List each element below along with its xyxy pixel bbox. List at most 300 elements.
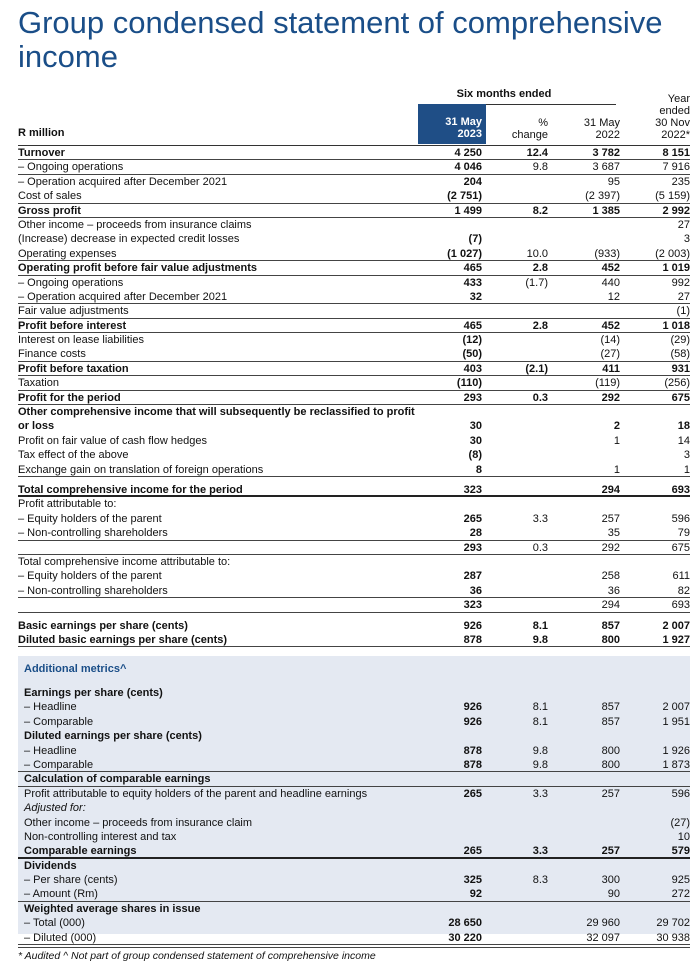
- value-year-2022: [620, 497, 690, 510]
- row-label: – Headline: [24, 744, 77, 757]
- value-31may2022: 257: [601, 512, 620, 525]
- value-year-2022: 235: [671, 175, 690, 188]
- col1-line1: 31 May: [445, 116, 482, 128]
- value-31may2022: 294: [601, 484, 620, 496]
- row-label: Diluted basic earnings per share (cents): [18, 633, 228, 646]
- value-31may2022: 1: [613, 463, 620, 476]
- value-31may2023: 433: [463, 276, 482, 289]
- value-year-2022: [620, 729, 690, 742]
- value-31may2022: 800: [601, 758, 620, 771]
- table-row: [18, 887, 690, 901]
- table-row: [18, 276, 690, 290]
- row-label: Profit attributable to equity holders of the parent and headline earnings: [24, 787, 368, 800]
- row-label: Comparable earnings: [24, 845, 137, 857]
- value-change: [486, 376, 548, 389]
- value-change: [486, 816, 548, 829]
- value-year-2022: 29 702: [656, 917, 690, 930]
- value-31may2023: 926: [463, 715, 482, 728]
- table-row: [18, 204, 690, 218]
- value-change: 0.3: [532, 391, 548, 404]
- value-31may2023: 325: [463, 874, 482, 887]
- row-label: Fair value adjustments: [18, 305, 129, 318]
- value-31may2022: (2 397): [585, 190, 620, 203]
- value-year-2022: (256): [664, 377, 690, 390]
- table-row: [18, 787, 690, 801]
- footnote: * Audited ^ Not part of group condensed statement of comprehensive income: [18, 950, 376, 962]
- value-year-2022: 2 992: [662, 204, 690, 217]
- value-31may2022: [548, 816, 620, 829]
- table-row: [18, 304, 690, 318]
- row-label: – Diluted (000): [24, 931, 97, 944]
- value-31may2023: [418, 304, 486, 317]
- additional-metrics-title: Additional metrics^: [24, 663, 127, 675]
- value-31may2023: 403: [463, 362, 482, 375]
- table-row: [18, 160, 690, 174]
- value-year-2022: (2 003): [655, 247, 690, 260]
- value-31may2022: 800: [601, 744, 620, 757]
- row-label: (Increase) decrease in expected credit losses: [18, 233, 240, 246]
- value-change: [486, 405, 548, 433]
- col3-line2: 2022: [595, 129, 620, 141]
- table-row: [18, 598, 690, 612]
- table-row: [18, 816, 690, 830]
- row-label: – Operation acquired after December 2021: [18, 175, 228, 188]
- table-row: [18, 290, 690, 304]
- value-31may2022: 440: [601, 276, 620, 289]
- value-31may2022: [548, 218, 620, 231]
- additional-metrics-table: [18, 686, 690, 945]
- row-label: Other income – proceeds from insurance claim: [24, 816, 253, 829]
- table-row: [18, 619, 690, 633]
- col2-line2: change: [511, 129, 548, 141]
- value-31may2022: [548, 801, 620, 814]
- value-31may2022: [548, 686, 620, 699]
- value-31may2023: (50): [462, 348, 482, 361]
- table-row: [18, 434, 690, 448]
- row-label: Diluted earnings per share (cents): [24, 730, 202, 743]
- value-31may2023: 30 220: [448, 931, 482, 944]
- row-label: Interest on lease liabilities: [18, 334, 144, 347]
- value-change: [486, 584, 548, 597]
- row-label: Profit on fair value of cash flow hedges: [18, 434, 207, 447]
- value-change: 10.0: [526, 247, 548, 260]
- value-change: [486, 902, 548, 915]
- value-year-2022: 18: [677, 420, 690, 433]
- row-label: – Non-controlling shareholders: [18, 584, 168, 597]
- value-year-2022: 14: [677, 434, 690, 447]
- value-change: 12.4: [526, 147, 548, 159]
- value-31may2022: 800: [601, 633, 620, 646]
- row-label: – Per share (cents): [24, 874, 118, 887]
- value-31may2022: [548, 772, 620, 785]
- value-year-2022: (1): [676, 305, 690, 318]
- value-31may2023: 4 046: [454, 161, 482, 174]
- value-change: [486, 772, 548, 785]
- row-label: Turnover: [18, 147, 65, 159]
- value-31may2023: 878: [463, 758, 482, 771]
- row-label: Operating expenses: [18, 247, 117, 260]
- table-row: [18, 526, 690, 540]
- table-row: [18, 555, 690, 569]
- value-31may2023: 465: [463, 319, 482, 332]
- value-change: [486, 290, 548, 303]
- value-change: [486, 175, 548, 188]
- value-year-2022: 925: [671, 874, 690, 887]
- table-row: [18, 931, 690, 945]
- value-31may2023: 1 499: [454, 204, 482, 217]
- value-31may2023: [418, 218, 486, 231]
- row-label: Adjusted for:: [24, 802, 86, 815]
- row-label: Basic earnings per share (cents): [18, 619, 188, 632]
- value-change: 9.8: [532, 758, 548, 771]
- col2-line1: %: [538, 117, 548, 129]
- table-row: [18, 569, 690, 583]
- value-change: (1.7): [525, 276, 548, 289]
- value-31may2022: 857: [601, 619, 620, 632]
- table-row: [18, 512, 690, 526]
- value-31may2022: (27): [600, 348, 620, 361]
- row-label: – Comparable: [24, 715, 94, 728]
- value-year-2022: 272: [671, 888, 690, 901]
- table-row: [18, 801, 690, 815]
- value-year-2022: 1 951: [662, 715, 690, 728]
- col-year-header: [620, 93, 690, 141]
- table-row: [18, 715, 690, 729]
- value-change: 8.3: [532, 874, 548, 887]
- value-year-2022: 3: [683, 449, 690, 462]
- table-row: [18, 319, 690, 333]
- value-year-2022: 10: [677, 830, 690, 843]
- value-31may2022: 35: [607, 527, 620, 540]
- value-year-2022: [620, 859, 690, 872]
- row-label: – Amount (Rm): [24, 888, 98, 901]
- row-label: Cost of sales: [18, 190, 82, 203]
- table-row: [18, 189, 690, 203]
- value-31may2023: (110): [456, 377, 482, 390]
- value-31may2023: 323: [463, 484, 482, 496]
- value-31may2022: 257: [601, 845, 620, 858]
- value-year-2022: [620, 801, 690, 814]
- value-change: 9.8: [532, 744, 548, 757]
- value-year-2022: 611: [672, 570, 690, 583]
- row-label: Other income – proceeds from insurance claims: [18, 218, 252, 231]
- row-label: Weighted average shares in issue: [24, 902, 201, 915]
- value-31may2023: [418, 801, 486, 814]
- value-31may2022: 29 960: [586, 917, 620, 930]
- six-months-header: Six months ended: [456, 88, 552, 100]
- value-year-2022: [620, 902, 690, 915]
- value-change: 3.3: [532, 787, 548, 800]
- row-label: – Operation acquired after December 2021: [18, 290, 228, 303]
- table-row: [18, 497, 690, 511]
- value-31may2023: 92: [469, 888, 482, 901]
- value-31may2023: 28: [469, 527, 482, 540]
- value-31may2023: 926: [463, 619, 482, 632]
- row-label: – Equity holders of the parent: [18, 570, 162, 583]
- value-change: [486, 830, 548, 843]
- value-change: [486, 189, 548, 202]
- value-year-2022: 596: [671, 787, 690, 800]
- value-year-2022: (5 159): [655, 190, 690, 203]
- page-title: Group condensed statement of comprehensive income: [18, 5, 663, 74]
- table-row: [18, 873, 690, 887]
- value-31may2023: 4 250: [454, 147, 482, 159]
- value-31may2023: [418, 772, 486, 785]
- row-label: Gross profit: [18, 204, 81, 217]
- table-row: [18, 232, 690, 246]
- value-change: [486, 448, 548, 461]
- value-year-2022: 2 007: [662, 619, 690, 632]
- value-31may2023: [418, 816, 486, 829]
- value-year-2022: 931: [671, 362, 690, 375]
- row-label: – Ongoing operations: [18, 276, 124, 289]
- value-31may2022: 857: [601, 701, 620, 714]
- value-change: [486, 218, 548, 231]
- value-change: [486, 686, 548, 699]
- value-31may2022: (119): [595, 377, 620, 390]
- value-31may2022: (933): [594, 247, 620, 260]
- value-31may2023: (2 751): [447, 190, 482, 203]
- value-31may2022: 258: [601, 570, 620, 583]
- table-row: [18, 729, 690, 743]
- row-label: Finance costs: [18, 348, 86, 361]
- value-31may2022: 411: [602, 362, 620, 375]
- value-31may2022: 90: [607, 888, 620, 901]
- value-31may2022: 452: [601, 319, 620, 332]
- row-label: Exchange gain on translation of foreign operations: [18, 463, 264, 476]
- value-31may2023: 28 650: [448, 917, 482, 930]
- row-label: Profit attributable to:: [18, 498, 117, 511]
- col-31may2022-header: [560, 117, 620, 141]
- row-label: Operating profit before fair value adjustments: [18, 262, 257, 275]
- row-label: [18, 598, 418, 611]
- value-year-2022: 7 916: [662, 161, 690, 174]
- value-year-2022: (27): [670, 816, 690, 829]
- value-year-2022: 675: [671, 391, 690, 404]
- row-label: Earnings per share (cents): [24, 687, 163, 699]
- value-31may2023: 293: [463, 391, 482, 404]
- value-year-2022: 1 926: [662, 744, 690, 757]
- value-31may2022: [548, 555, 620, 568]
- value-change: [486, 801, 548, 814]
- value-change: 0.3: [532, 541, 548, 554]
- table-row: [18, 333, 690, 347]
- table-row: [18, 391, 690, 405]
- col4-line2: ended: [659, 105, 690, 117]
- value-year-2022: 27: [677, 290, 690, 303]
- row-label: Profit before interest: [18, 319, 127, 332]
- value-31may2022: 452: [601, 262, 620, 275]
- value-change: 8.1: [532, 701, 548, 714]
- row-label: Total comprehensive income attributable to:: [18, 555, 231, 568]
- value-year-2022: 675: [671, 541, 690, 554]
- row-label: [18, 541, 418, 554]
- value-year-2022: 596: [671, 512, 690, 525]
- value-change: 9.8: [532, 633, 548, 646]
- value-31may2022: [548, 497, 620, 510]
- table-row: [18, 859, 690, 873]
- value-31may2023: 926: [463, 701, 482, 714]
- value-year-2022: (29): [670, 334, 690, 347]
- value-31may2022: 95: [607, 175, 620, 188]
- col4-line3: 30 Nov: [655, 117, 690, 129]
- income-table: [18, 146, 690, 647]
- value-change: [486, 555, 548, 568]
- value-31may2023: [418, 555, 486, 568]
- table-row: [18, 584, 690, 598]
- value-change: [486, 569, 548, 582]
- value-31may2023: 265: [463, 512, 482, 525]
- row-label: – Equity holders of the parent: [18, 512, 162, 525]
- value-31may2023: 293: [463, 541, 482, 554]
- value-31may2022: 294: [601, 599, 620, 612]
- col-change-header: [500, 117, 548, 141]
- value-change: 3.3: [532, 845, 548, 858]
- value-31may2023: 30: [469, 434, 482, 447]
- table-row: [18, 686, 690, 700]
- table-row: [18, 541, 690, 555]
- value-31may2022: 2: [613, 420, 620, 433]
- col1-line2: 2023: [457, 128, 482, 140]
- value-31may2023: 32: [469, 290, 482, 303]
- value-31may2022: 12: [607, 290, 620, 303]
- value-year-2022: 1 873: [662, 758, 690, 771]
- value-year-2022: 3: [683, 233, 690, 246]
- table-row: [18, 483, 690, 497]
- value-year-2022: 82: [677, 584, 690, 597]
- table-row: [18, 700, 690, 714]
- value-31may2022: [548, 859, 620, 872]
- value-31may2023: (8): [468, 449, 482, 462]
- value-year-2022: 27: [677, 218, 690, 231]
- value-31may2023: 265: [463, 845, 482, 858]
- value-year-2022: 693: [671, 599, 690, 612]
- value-31may2022: [548, 729, 620, 742]
- value-year-2022: [620, 772, 690, 785]
- col-31may2023-header: [418, 104, 486, 144]
- value-year-2022: 992: [671, 276, 690, 289]
- value-31may2022: (14): [600, 334, 620, 347]
- col3-line1: 31 May: [583, 117, 620, 129]
- value-change: [486, 463, 548, 476]
- value-year-2022: [620, 686, 690, 699]
- col4-line4: 2022*: [661, 129, 690, 141]
- value-31may2023: (1 027): [447, 247, 482, 260]
- value-year-2022: 79: [677, 527, 690, 540]
- value-change: [486, 483, 548, 495]
- value-31may2022: [548, 448, 620, 461]
- value-31may2023: 287: [463, 570, 482, 583]
- value-31may2022: 3 782: [592, 147, 620, 159]
- table-row: [18, 218, 690, 232]
- value-change: [486, 333, 548, 346]
- table-row: [18, 744, 690, 758]
- value-change: 8.2: [532, 204, 548, 217]
- value-change: 3.3: [532, 512, 548, 525]
- value-31may2023: (7): [468, 233, 482, 246]
- value-31may2023: [418, 859, 486, 872]
- col4-line1: Year: [667, 93, 690, 105]
- row-label: – Non-controlling shareholders: [18, 527, 168, 540]
- value-31may2023: 878: [463, 633, 482, 646]
- row-label-header: R million: [18, 127, 65, 139]
- table-row: [18, 772, 690, 786]
- value-change: [486, 347, 548, 360]
- value-change: 9.8: [532, 161, 548, 174]
- value-change: [486, 598, 548, 611]
- table-row: [18, 916, 690, 930]
- row-label: – Total (000): [24, 917, 85, 930]
- value-31may2023: (12): [462, 334, 482, 347]
- table-row: [18, 247, 690, 261]
- table-row: [18, 175, 690, 189]
- table-row: [18, 633, 690, 647]
- row-label: Calculation of comparable earnings: [24, 773, 211, 786]
- row-label: Profit for the period: [18, 391, 121, 404]
- row-label: Total comprehensive income for the period: [18, 484, 243, 496]
- table-row: [18, 261, 690, 275]
- value-year-2022: 579: [671, 845, 690, 858]
- row-label: Tax effect of the above: [18, 449, 129, 462]
- value-31may2022: 292: [601, 391, 620, 404]
- value-31may2022: 292: [601, 541, 620, 554]
- value-year-2022: 1 019: [662, 262, 690, 275]
- value-31may2023: 265: [463, 787, 482, 800]
- value-change: (2.1): [525, 362, 548, 375]
- value-change: [486, 497, 548, 510]
- table-row: [18, 146, 690, 160]
- value-year-2022: 30 938: [656, 931, 690, 944]
- value-year-2022: (58): [670, 348, 690, 361]
- value-31may2022: [548, 232, 620, 245]
- value-year-2022: 1 018: [662, 319, 690, 332]
- value-31may2023: 30: [469, 420, 482, 433]
- value-31may2023: 204: [463, 175, 482, 188]
- value-year-2022: 1 927: [662, 633, 690, 646]
- table-row: [18, 362, 690, 376]
- value-31may2022: 1 385: [592, 204, 620, 217]
- value-change: [486, 526, 548, 539]
- table-row: [18, 347, 690, 361]
- row-label: Other comprehensive income that will subsequently be reclassified to profit or loss: [18, 406, 415, 433]
- value-31may2023: [418, 902, 486, 915]
- row-label: – Ongoing operations: [18, 161, 124, 174]
- value-change: [486, 729, 548, 742]
- value-31may2022: 1: [613, 434, 620, 447]
- value-year-2022: [620, 555, 690, 568]
- row-label: – Comparable: [24, 758, 94, 771]
- value-change: 8.1: [532, 619, 548, 632]
- value-year-2022: 693: [671, 484, 690, 496]
- value-change: [486, 931, 548, 944]
- value-31may2022: 3 687: [592, 161, 620, 174]
- value-31may2023: [418, 729, 486, 742]
- value-31may2022: 257: [601, 787, 620, 800]
- value-change: [486, 859, 548, 872]
- value-31may2023: [418, 686, 486, 699]
- table-row: [18, 463, 690, 477]
- row-label: Dividends: [24, 859, 77, 872]
- row-label: Taxation: [18, 377, 59, 390]
- value-31may2023: 878: [463, 744, 482, 757]
- value-change: [486, 887, 548, 900]
- row-label: – Headline: [24, 701, 77, 714]
- value-31may2023: 323: [463, 599, 482, 612]
- value-change: 8.1: [532, 715, 548, 728]
- value-change: [486, 304, 548, 317]
- value-year-2022: 1: [683, 463, 690, 476]
- footnote-rule: [18, 947, 690, 948]
